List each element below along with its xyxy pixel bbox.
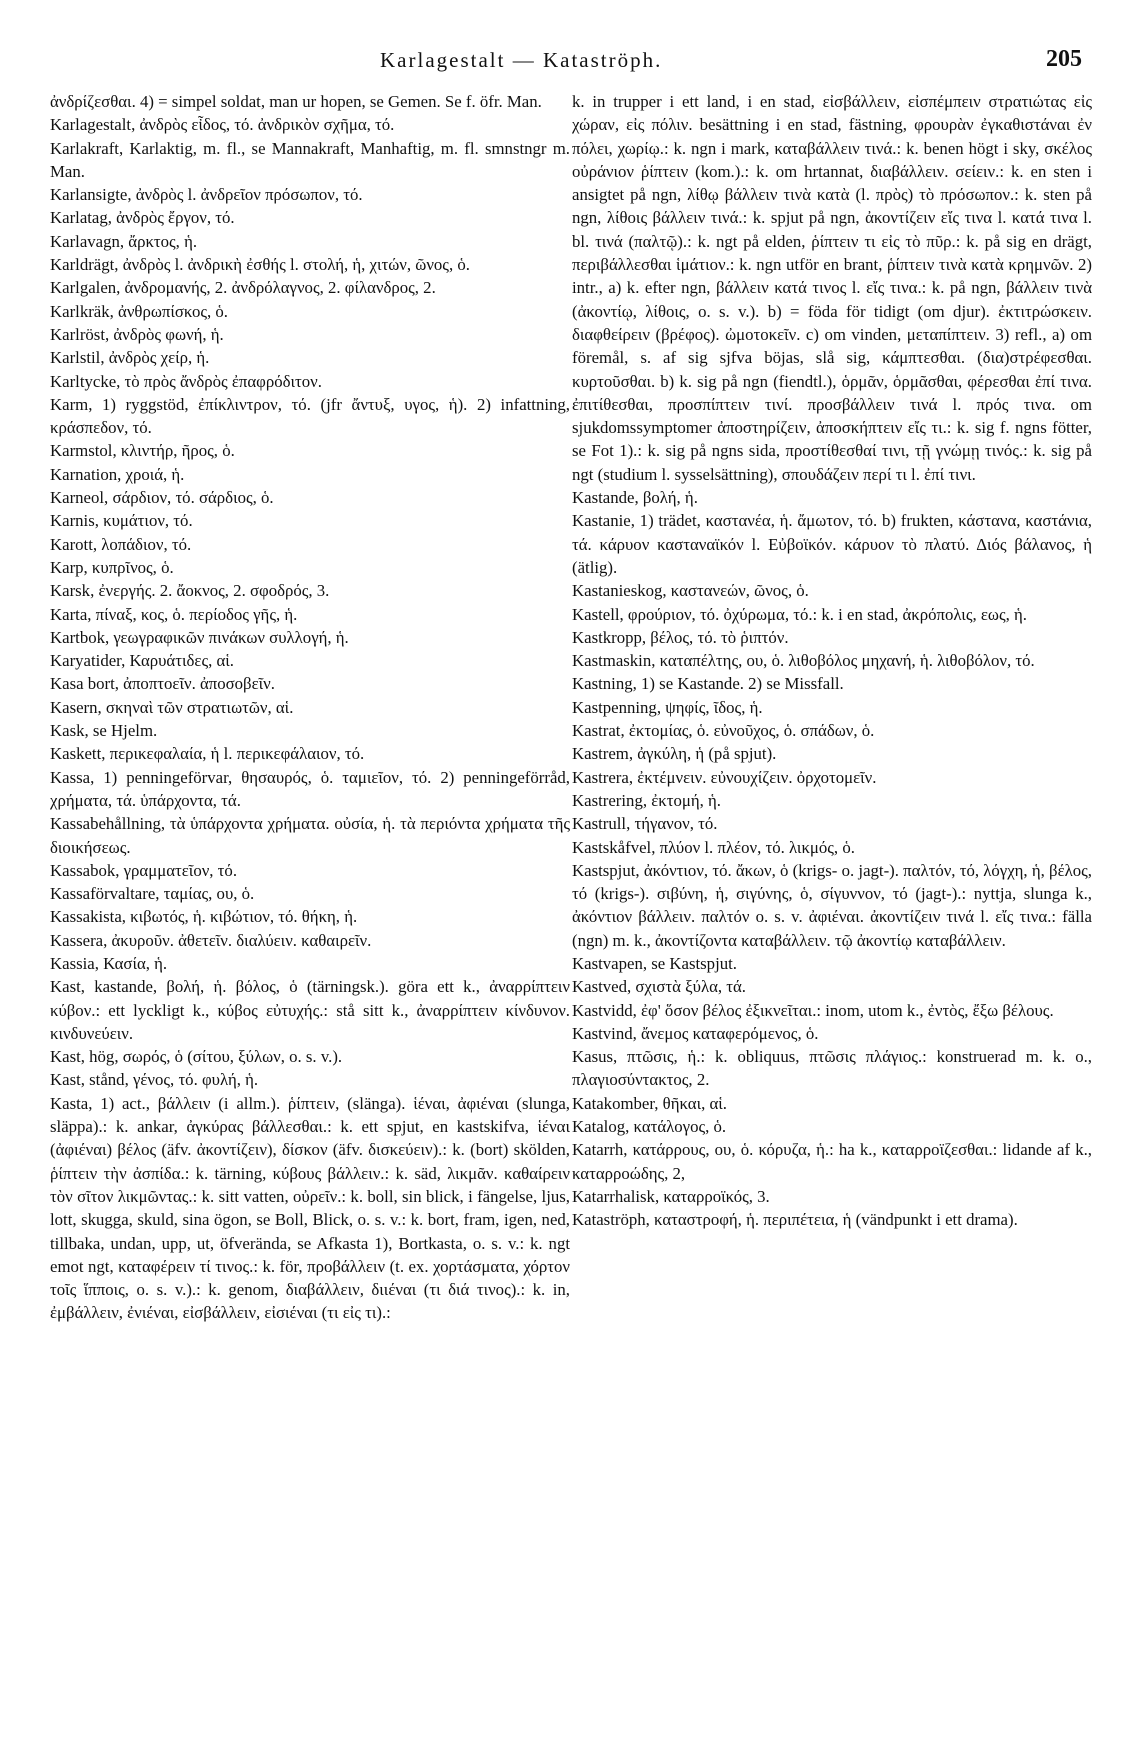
dictionary-entry: Kastspjut, ἀκόντιον, τό. ἄκων, ὁ (krigs- o. jagt-). παλτόν, τό, λόγχη, ἡ, βέλος, τό (krigs-). σιβύνη, ἡ, σιγύνης, ὁ, σίγυννον, τό (jagt-).: nyttja, slunga k., ἀκόντιον βάλλειν. παλτόν o. s. v. ἀφιέναι. ἀκοντίζειν τινά l. εἴς τινα.: fälla (ngn) m. k., ἀκοντίζοντα καταβάλλειν. τῷ ἀκοντίῳ καταβάλλειν. xyxy=(572,860,1092,950)
dictionary-entry: Kassabehållning, τὰ ὑπάρχοντα χρήματα. οὐσία, ἡ. τὰ περιόντα χρήματα τῆς διοικήσεως. xyxy=(50,814,570,857)
dictionary-entry: Karnation, χροιά, ἡ. xyxy=(50,464,185,484)
dictionary-entry: Karlatag, ἀνδρὸς ἔργον, τό. xyxy=(50,208,235,228)
right-column xyxy=(572,90,1092,1700)
dictionary-entry: Kast, kastande, βολή, ἡ. βόλος, ὁ (tärningsk.). göra ett k., ἀναρρίπτειν κύβον.: ett lyckligt k., κύβος εὐτυχής.: stå sitt k., ἀναρρίπτειν κίνδυνον. κινδυνεύειν. xyxy=(50,977,570,1043)
dictionary-entry: Kastskåfvel, πλύον l. πλέον, τό. λικμός, ὁ. xyxy=(572,837,855,857)
dictionary-entry: Karott, λοπάδιον, τό. xyxy=(50,534,192,554)
dictionary-entry: Kasta, 1) act., βάλλειν (i allm.). ῥίπτειν, (slänga). ἱέναι, ἀφιέναι (slunga, släppa).: k. ankar, ἀγκύρας βάλλεσθαι.: k. ett spjut, en kastskifva, ἱέναι (ἀφιέναι) βέλος (äfv. ἀκοντίζειν), δίσκον (äfv. δισκεύειν).: k. (bort) skölden, ῥίπτειν τὴν ἀσπίδα.: k. tärning, κύβους βάλλειν.: k. säd, λικμᾶν. καθαίρειν τὸν σῖτον λικμῶντας.: k. sitt vatten, οὐρεῖν.: k. boll, sin blick, i fängelse, ljus, lott, skugga, skuld, sina ögon, se Boll, Blick, o. s. v.: k. bort, fram, igen, ned, tillbaka, undan, upp, ut, öfverända, se Afkasta 1), Bortkasta, o. s. v.: k. ngt emot ngt, καταφέρειν τί τινος.: k. för, προβάλλειν (t. ex. χορτάσματα, χόρτον τοῖς ἵπποις, o. s. v.).: k. genom, διαβάλλειν, διιέναι (τι διά τινος).: k. in, ἐμβάλλειν, ἐνιέναι, εἰσβάλλειν, εἰσιέναι (τι εἰς τι).: xyxy=(50,1093,570,1323)
dictionary-entry: Karp, κυπρῖνος, ὁ. xyxy=(50,557,174,577)
dictionary-entry: Kastell, φρούριον, τό. ὀχύρωμα, τό.: k. i en stad, ἀκρόπολις, εως, ἡ. xyxy=(572,604,1027,624)
dictionary-entry: Kastmaskin, καταπέλτης, ου, ὁ. λιθοβόλος μηχανή, ἡ. λιθοβόλον, τό. xyxy=(572,651,1035,671)
dictionary-entry: Katarrh, κατάρρους, ου, ὁ. κόρυζα, ἡ.: ha k., καταρροϊζεσθαι.: lidande af k., καταρροώδης, 2, xyxy=(572,1140,1092,1183)
dictionary-entry: Kast, stånd, γένος, τό. φυλή, ἡ. xyxy=(50,1070,259,1090)
dictionary-entry: Kastvidd, ἐφ' ὅσον βέλος ἐξικνεῖται.: inom, utom k., ἐντὸς, ἔξω βέλους. xyxy=(572,1000,1054,1020)
page-header xyxy=(0,44,1136,84)
page-number: 205 xyxy=(1046,46,1082,72)
dictionary-entry: Kastanie, 1) trädet, καστανέα, ἡ. ἄμωτον, τό. b) frukten, κάστανα, καστάνια, τά. κάρυον κασταναϊκόν l. Εὐβοϊκόν. κάρυον τὸ πλατύ. Διός βάλανος, ἡ (ätlig). xyxy=(572,511,1092,577)
dictionary-entry: Kassia, Κασία, ἡ. xyxy=(50,953,168,973)
dictionary-entry: Kastrering, ἐκτομή, ἡ. xyxy=(572,790,721,810)
dictionary-entry: Karlkräk, ἀνθρωπίσκος, ὁ. xyxy=(50,301,228,321)
dictionary-entry: Kassabok, γραμματεῖον, τό. xyxy=(50,860,238,880)
dictionary-entry: Karlgalen, ἀνδρομανής, 2. ἀνδρόλαγνος, 2. φίλανδρος, 2. xyxy=(50,278,436,298)
dictionary-entry: Katalog, κατάλογος, ὁ. xyxy=(572,1117,727,1137)
dictionary-entry: Karta, πίναξ, κος, ὁ. περίοδος γῆς, ἡ. xyxy=(50,604,298,624)
dictionary-entry: Kartbok, γεωγραφικῶν πινάκων συλλογή, ἡ. xyxy=(50,627,349,647)
dictionary-entry: Kassaförvaltare, ταμίας, ου, ὁ. xyxy=(50,884,255,904)
dictionary-entry: Karmstol, κλιντήρ, ῆρος, ὁ. xyxy=(50,441,235,461)
dictionary-entry: Karlavagn, ἄρκτος, ἡ. xyxy=(50,231,198,251)
running-title: Karlagestalt — Kataströph. xyxy=(380,48,663,72)
dictionary-entry: Karm, 1) ryggstöd, ἐπίκλιντρον, τό. (jfr ἄντυξ, υγος, ἡ). 2) infattning, κράσπεδον, τό. xyxy=(50,394,570,438)
dictionary-entry: Kastrem, ἀγκύλη, ἡ (på spjut). xyxy=(572,744,777,764)
dictionary-entry: Kastrull, τήγανον, τό. xyxy=(572,814,718,834)
dictionary-entry: ἀνδρίζεσθαι. 4) = simpel soldat, man ur hopen, se Gemen. Se f. öfr. Man. xyxy=(50,92,542,111)
dictionary-entry: Kastande, βολή, ἡ. xyxy=(572,488,698,508)
left-column xyxy=(50,90,570,1700)
dictionary-entry: Kastning, 1) se Kastande. 2) se Missfall. xyxy=(572,674,844,694)
dictionary-entry: Kasa bort, ἀποπτοεῖν. ἀποσοβεῖν. xyxy=(50,674,275,694)
dictionary-entry: Karneol, σάρδιον, τό. σάρδιος, ὁ. xyxy=(50,488,274,508)
dictionary-entry: Kaskett, περικεφαλαία, ἡ l. περικεφάλαιον, τό. xyxy=(50,744,365,764)
dictionary-entry: Kasus, πτῶσις, ἡ.: k. obliquus, πτῶσις πλάγιος.: konstruerad m. k. o., πλαγιοσύντακτος, 2. xyxy=(572,1047,1092,1090)
dictionary-entry: Kassa, 1) penningeförvar, θησαυρός, ὁ. ταμιεῖον, τό. 2) penningeförråd, χρήματα, τά. ὑπάρχοντα, τά. xyxy=(50,767,570,810)
dictionary-entry: Karlröst, ἀνδρὸς φωνή, ἡ. xyxy=(50,324,224,344)
dictionary-entry: Kast, hög, σωρός, ὁ (σίτου, ξύλων, o. s. v.). xyxy=(50,1047,343,1067)
dictionary-entry: Kastrat, ἐκτομίας, ὁ. εὐνοῦχος, ὁ. σπάδων, ὁ. xyxy=(572,721,875,741)
dictionary-entry: Kastvind, ἄνεμος καταφερόμενος, ὁ. xyxy=(572,1023,819,1043)
dictionary-entry: Karlakraft, Karlaktig, m. fl., se Mannakraft, Manhaftig, m. fl. smnstngr m. Man. xyxy=(50,138,570,181)
dictionary-entry: Karlstil, ἀνδρὸς χείρ, ἡ. xyxy=(50,348,210,368)
dictionary-entry: Kastpenning, ψηφίς, ῖδος, ἡ. xyxy=(572,697,763,717)
dictionary-entry: Katakomber, θῆκαι, αἱ. xyxy=(572,1093,727,1113)
dictionary-entry: Karyatider, Καρυάτιδες, αἱ. xyxy=(50,651,234,671)
dictionary-entry: Kataströph, καταστροφή, ἡ. περιπέτεια, ἡ (vändpunkt i ett drama). xyxy=(572,1210,1018,1230)
dictionary-entry: Kassakista, κιβωτός, ἡ. κιβώτιον, τό. θήκη, ἡ. xyxy=(50,907,358,927)
dictionary-entry: k. in trupper i ett land, i en stad, εἰσβάλλειν, εἰσπέμπειν στρατιώτας εἰς χώραν, εἰς πόλιν. besättning i en stad, fästning, φρουρὰν ἐγκαθιστάναι ἐν πόλει, χωρίῳ.: k. ngn i mark, καταβάλλειν τινά.: k. benen högt i sky, σκέλος οὐράνιον ῥίπτειν (kom.).: k. om hrtannat, διαβάλλειν. σείειν.: k. en sten i ansigtet på ngn, λίθῳ βάλλειν τινὰ κατὰ (l. πρὸς) τὸ πρόσωπον.: k. sten på ngn, λίθοις βάλλειν τινά.: k. spjut på ngn, ἀκοντίζειν εἴς τινα l. κατά τινα l. bl. τινά (παλτῷ).: k. ngt på elden, ῥίπτειν τι εἰς τὸ πῦρ.: k. på sig en drägt, περιβάλλεσθαι ἱμάτιον.: k. ngn utför en brant, ῥίπτειν τινὰ κατὰ κρημνῶν. 2) intr., a) k. efter ngn, βάλλειν κατά τινος l. εἴς τινα.: k. på ngn, βάλλειν τινὰ (ἀκοντίῳ, λίθοις, o. s. v.). b) = föda för tidigt (om djur). ἐκτιτρώσκειν. διαφθείρειν (βρέφος). ὠμοτοκεῖν. c) om vinden, μεταπίπτειν. 3) refl., a) om föremål, s. af sig sjfva böjas, slå sig, κάμπτεσθαι. (δια)στρέφεσθαι. κυρτοῦσθαι. b) k. sig på ngn (fiendtl.), ὁρμᾶν, ὁρμᾶσθαι, φέρεσθαι ἐπί τινα. ἐπιτίθεσθαι, προσπίπτειν τινί. προσβάλλειν τινά l. πρός τινα. om sjukdomssymptomer ἀποστηρίζειν, ἀποσκήπτειν εἴς τι.: k. sig f. ngns fötter, se Fot 1).: k. sig på ngns sida, προστίθεσθαί τινι, τῇ γνώμῃ τινός.: k. sig på ngt (studium l. sysselsättning), σπουδάζειν περί τι l. ἐπί τινι. xyxy=(572,92,1092,484)
dictionary-entry: Karlagestalt, ἀνδρὸς εἶδος, τό. ἀνδρικὸν σχῆμα, τό. xyxy=(50,115,395,135)
dictionary-entry: Kasern, σκηναὶ τῶν στρατιωτῶν, αἱ. xyxy=(50,697,294,717)
dictionary-entry: Kastvapen, se Kastspjut. xyxy=(572,953,737,973)
dictionary-entry: Karlansigte, ἀνδρὸς l. ἀνδρεῖον πρόσωπον, τό. xyxy=(50,185,363,205)
dictionary-entry: Karsk, ἐνεργής. 2. ἄοκνος, 2. σφοδρός, 3. xyxy=(50,581,330,601)
dictionary-entry: Karltycke, τὸ πρὸς ἄνδρὸς ἐπαφρόδιτον. xyxy=(50,371,322,391)
dictionary-entry: Kastkropp, βέλος, τό. τὸ ῥιπτόν. xyxy=(572,627,789,647)
dictionary-entry: Kastrera, ἐκτέμνειν. εὐνουχίζειν. ὀρχοτομεῖν. xyxy=(572,767,877,787)
dictionary-entry: Katarrhalisk, καταρροϊκός, 3. xyxy=(572,1186,770,1206)
dictionary-entry: Kastved, σχιστὰ ξύλα, τά. xyxy=(572,977,747,997)
dictionary-entry: Karnis, κυμάτιον, τό. xyxy=(50,511,193,531)
dictionary-entry: Kassera, ἀκυροῦν. ἀθετεῖν. διαλύειν. καθαιρεῖν. xyxy=(50,930,372,950)
dictionary-entry: Kask, se Hjelm. xyxy=(50,721,158,741)
dictionary-entry: Karldrägt, ἀνδρὸς l. ἀνδρικὴ ἐσθής l. στολή, ἡ, χιτών, ῶνος, ὁ. xyxy=(50,255,470,275)
dictionary-entry: Kastanieskog, καστανεών, ῶνος, ὁ. xyxy=(572,581,809,601)
